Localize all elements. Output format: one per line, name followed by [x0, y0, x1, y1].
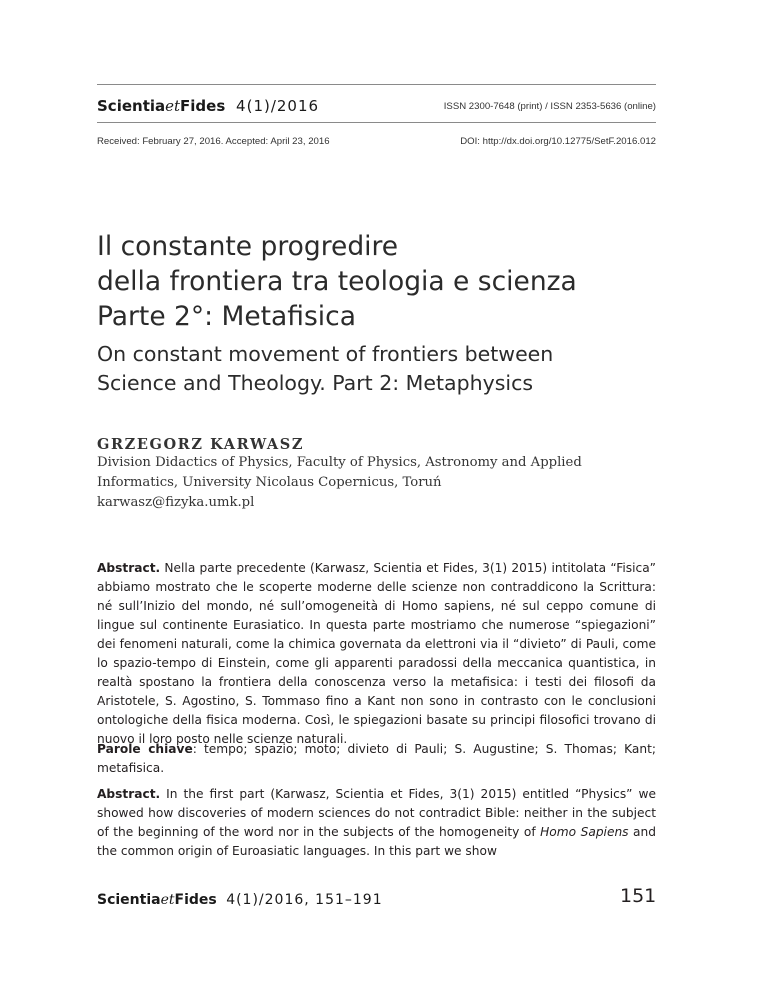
- journal-logo: [97, 97, 319, 115]
- page-number: 151: [620, 885, 657, 907]
- footer-citation: 4(1)/2016, 151–191: [226, 892, 383, 908]
- title-line-2: della frontiera tra teologia e scienza: [97, 266, 577, 297]
- abstract-label: Abstract.: [97, 787, 161, 801]
- abstract-italian: [97, 559, 656, 749]
- header-bottom-rule: [97, 122, 656, 123]
- abstract-english-italic: Homo Sapiens: [540, 825, 629, 839]
- abstract-italian-text: Nella parte precedente (Karwasz, Scientia et Fides, 3(1) 2015) intitolata “Fisica” abbiamo mostrato che le scoperte moderne delle scienze non contraddicono la Scrittura: né sull’Inizio del mondo, né sull’omogeneità di Homo sapiens, né sul ceppo comune di lingue sul continente Eurasiatico. In questa parte mostriamo che numerose “spiegazioni” dei fenomeni naturali, come la chimica governata da elettroni via il “divieto” di Pauli, come lo spazio-tempo di Einstein, come gli apparenti paradossi della meccanica quantistica, in realtà spostano la frontiera della conoscenza verso la metafisica: i testi dei filosofi da Aristotele, S. Agostino, S. Tommaso fino a Kant non sono in contrasto con le conclusioni ontologiche della fisica moderna. Così, le spiegazioni basate su principi filosofici trovano di nuovo il loro posto nelle scienze naturali.: [97, 561, 656, 746]
- affiliation-line-2: Informatics, University Nicolaus Copernicus, Toruń: [97, 475, 442, 490]
- keywords-label: Parole chiave: [97, 742, 193, 756]
- received-date: Received: February 27, 2016. Accepted: April 23, 2016: [97, 136, 330, 147]
- affiliation-line-1: Division Didactics of Physics, Faculty of Physics, Astronomy and Applied: [97, 455, 582, 470]
- keywords: [97, 740, 656, 778]
- subtitle-line-1: On constant movement of frontiers between: [97, 342, 554, 366]
- journal-issue: 4(1)/2016: [236, 97, 320, 115]
- footer-journal-name-et: et: [160, 892, 175, 908]
- subtitle-line-2: Science and Theology. Part 2: Metaphysics: [97, 371, 534, 395]
- header-top-rule: [97, 84, 656, 85]
- title-line-3: Parte 2°: Metafisica: [97, 301, 356, 332]
- title-line-1: Il constante progredire: [97, 231, 399, 262]
- footer-journal-name-scientia: Scientia: [97, 892, 161, 908]
- journal-name-scientia: Scientia: [97, 97, 166, 115]
- footer-journal-logo: [97, 892, 383, 908]
- author-name: GRZEGORZ KARWASZ: [97, 436, 305, 453]
- issn: ISSN 2300-7648 (print) / ISSN 2353-5636 (online): [443, 101, 656, 112]
- doi: DOI: http://dx.doi.org/10.12775/SetF.2016.012: [460, 136, 656, 147]
- journal-name-et: et: [165, 97, 181, 115]
- abstract-english-text: In the first part (Karwasz, Scientia et Fides, 3(1) 2015) entitled “Physics” we showed how discoveries of modern sciences do not contradict Bible: neither in the subject of the beginning of the word nor in the subjects of the homogeneity of: [97, 787, 656, 839]
- author-email[interactable]: karwasz@fizyka.umk.pl: [97, 495, 255, 510]
- footer-journal-name-fides: Fides: [174, 892, 217, 908]
- journal-name-fides: Fides: [180, 97, 226, 115]
- abstract-english: [97, 785, 656, 861]
- abstract-label: Abstract.: [97, 561, 161, 575]
- keywords-text: : tempo; spazio; moto; divieto di Pauli; S. Augustine; S. Thomas; Kant; metafisica.: [97, 742, 656, 775]
- abstract-english-text-end: and the common origin of Euroasiatic languages. In this part we show: [97, 825, 656, 858]
